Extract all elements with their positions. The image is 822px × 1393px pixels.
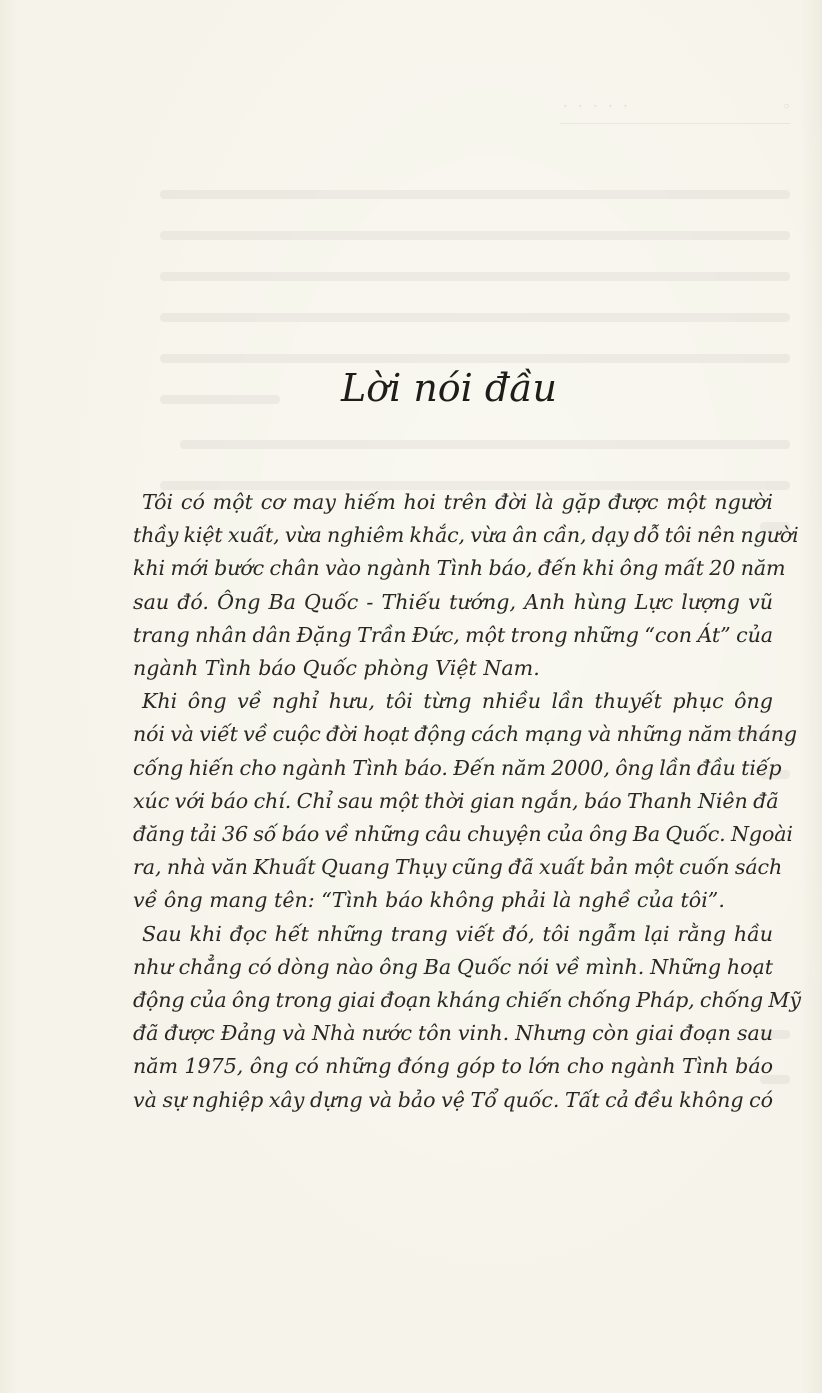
bleed-line (160, 272, 790, 281)
bleed-line (160, 231, 790, 240)
text-line: năm 1975, ông có những đóng góp to lớn cho ngành Tình báo (133, 1054, 773, 1079)
text-line: trang nhân dân Đặng Trần Đức, một trong những “con Át” của (133, 622, 774, 647)
text-line: Tôi có một cơ may hiếm hoi trên đời là gặp được một người (142, 490, 773, 514)
bleed-line (160, 313, 790, 322)
bleed-header-rule (560, 123, 790, 124)
text-line: Sau khi đọc hết những trang viết đó, tôi ngẫm lại rằng hầu (142, 921, 773, 946)
bleed-running-header: ◦ · · · · · (560, 96, 790, 117)
text-line: về ông mang tên: “Tình báo không phải là nghề của tôi”. (133, 888, 725, 913)
text-line: ra, nhà văn Khuất Quang Thụy cũng đã xuất bản một cuốn sách (133, 855, 783, 880)
text-line: như chẳng có dòng nào ông Ba Quốc nói về mình. Những hoạt (133, 954, 773, 979)
paragraph-3 (133, 918, 801, 1117)
text-line: xúc với báo chí. Chỉ sau một thời gian ngắn, báo Thanh Niên đã (133, 788, 779, 813)
text-line: cống hiến cho ngành Tình báo. Đến năm 2000, ông lần đầu tiếp (133, 755, 782, 780)
bleed-line (160, 190, 790, 199)
paragraph-2 (133, 685, 797, 917)
text-line: thầy kiệt xuất, vừa nghiêm khắc, vừa ân cần, dạy dỗ tôi nên người (133, 523, 799, 548)
text-line: đăng tải 36 số báo về những câu chuyện của ông Ba Quốc. Ngoài (133, 822, 793, 847)
text-line: đã được Đảng và Nhà nước tôn vinh. Nhưng còn giai đoạn sau (133, 1021, 773, 1046)
chapter-title: Lời nói đầu (340, 366, 557, 410)
paragraph-1 (133, 486, 799, 685)
text-line: động của ông trong giai đoạn kháng chiến chống Pháp, chống Mỹ (133, 988, 801, 1013)
text-line: Khi ông về nghỉ hưu, tôi từng nhiều lần thuyết phục ông (142, 689, 773, 714)
text-line: khi mới bước chân vào ngành Tình báo, đến khi ông mất 20 năm (133, 556, 786, 581)
text-line: nói và viết về cuộc đời hoạt động cách mạng và những năm tháng (133, 722, 797, 747)
text-line: ngành Tình báo Quốc phòng Việt Nam. (133, 656, 540, 681)
text-line: và sự nghiệp xây dựng và bảo vệ Tổ quốc. Tất cả đều không có (133, 1087, 773, 1112)
page-content (133, 360, 801, 1117)
text-line: sau đó. Ông Ba Quốc - Thiếu tướng, Anh hùng Lực lượng vũ (133, 589, 773, 614)
